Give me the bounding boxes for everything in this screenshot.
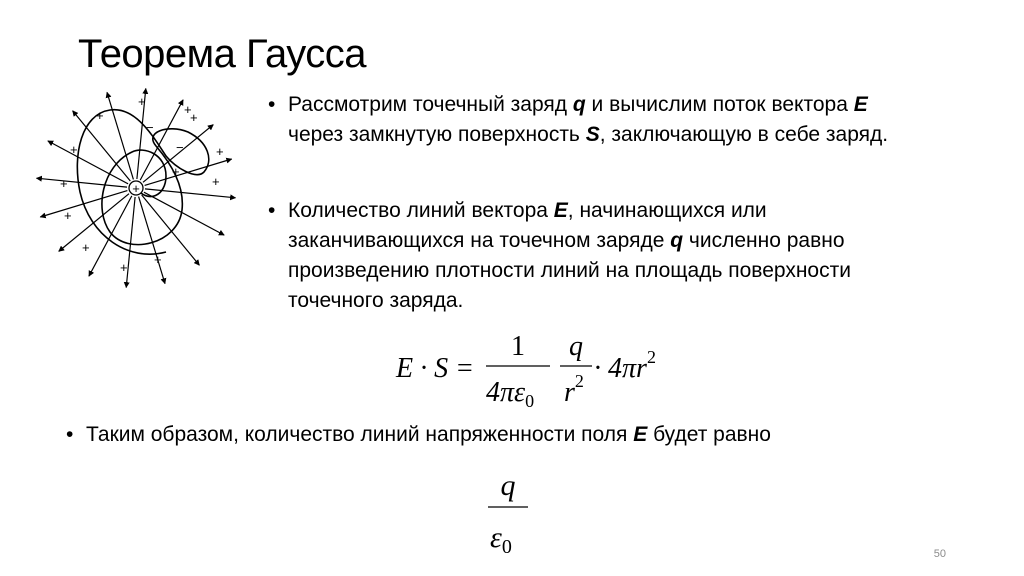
formula-tail: · $4\pi r^2$ [594,347,656,384]
bullet-text [288,93,888,146]
plus-sign: + [172,164,180,179]
field-line-arrow [139,197,165,284]
bullet-item [268,90,928,150]
flux-result-formula [480,465,540,565]
text-segment: и вычислим поток вектора [585,93,854,116]
plus-sign: + [190,110,198,125]
formula-lhs: E · S = [396,353,474,384]
bullet-text [288,199,851,312]
charge-sign: + [132,181,140,196]
text-segment: Таким образом, количество линий напряженности поля [86,423,634,446]
bullet-text [86,423,771,446]
gauss-flux-formula [390,325,690,415]
plus-sign: + [120,260,128,275]
page-number: 50 [933,548,946,560]
plus-sign: + [216,144,224,159]
result-denominator: $\varepsilon_0$ [490,521,512,558]
variable-symbol: q [670,229,684,252]
plus-sign: + [138,94,146,109]
result-numerator: q [500,469,516,502]
plus-sign: + [70,142,78,157]
bullet-marker: • [268,199,276,222]
text-segment: будет равно [647,423,771,446]
plus-sign: + [212,174,220,189]
variable-symbol: E [633,423,648,446]
variable-symbol: S [585,123,600,146]
fraction2-denominator: $r^2$ [564,371,584,408]
variable-symbol: E [553,199,568,222]
text-segment: , заключающую в себе заряд. [599,123,889,146]
slide-title: Теорема Гаусса [78,32,367,76]
plus-sign: + [60,176,68,191]
minus-sign: − [176,140,184,155]
plus-sign: + [184,102,192,117]
text-segment: через замкнутую поверхность [288,123,586,146]
text-segment: Рассмотрим точечный заряд [288,93,573,116]
fraction2-numerator: q [569,331,583,362]
bullet-marker: • [66,423,74,446]
text-segment: , начинающихся или заканчивающихся на точечном заряде [288,199,767,252]
plus-sign: + [96,108,104,123]
fraction1-denominator: $4\pi\varepsilon_0$ [486,377,535,411]
plus-sign: + [82,240,90,255]
minus-sign: − [146,120,154,135]
figure-signs [60,94,228,275]
field-lines-figure [36,84,248,296]
fraction1-numerator: 1 [511,331,525,362]
field-line-arrow [107,92,133,179]
text-segment: численно равно произведению плотности линий на площадь поверхности точечного заряда. [288,229,851,312]
bullet-marker: • [268,93,276,116]
text-segment: Количество линий вектора [288,199,554,222]
variable-symbol: E [853,93,868,116]
bullet-item [268,196,928,316]
plus-sign: + [154,252,162,267]
bullet-item [66,420,926,450]
field-line-arrow [37,178,128,187]
field-line-arrow [144,192,224,235]
plus-sign: + [64,208,72,223]
variable-symbol: q [572,93,586,116]
